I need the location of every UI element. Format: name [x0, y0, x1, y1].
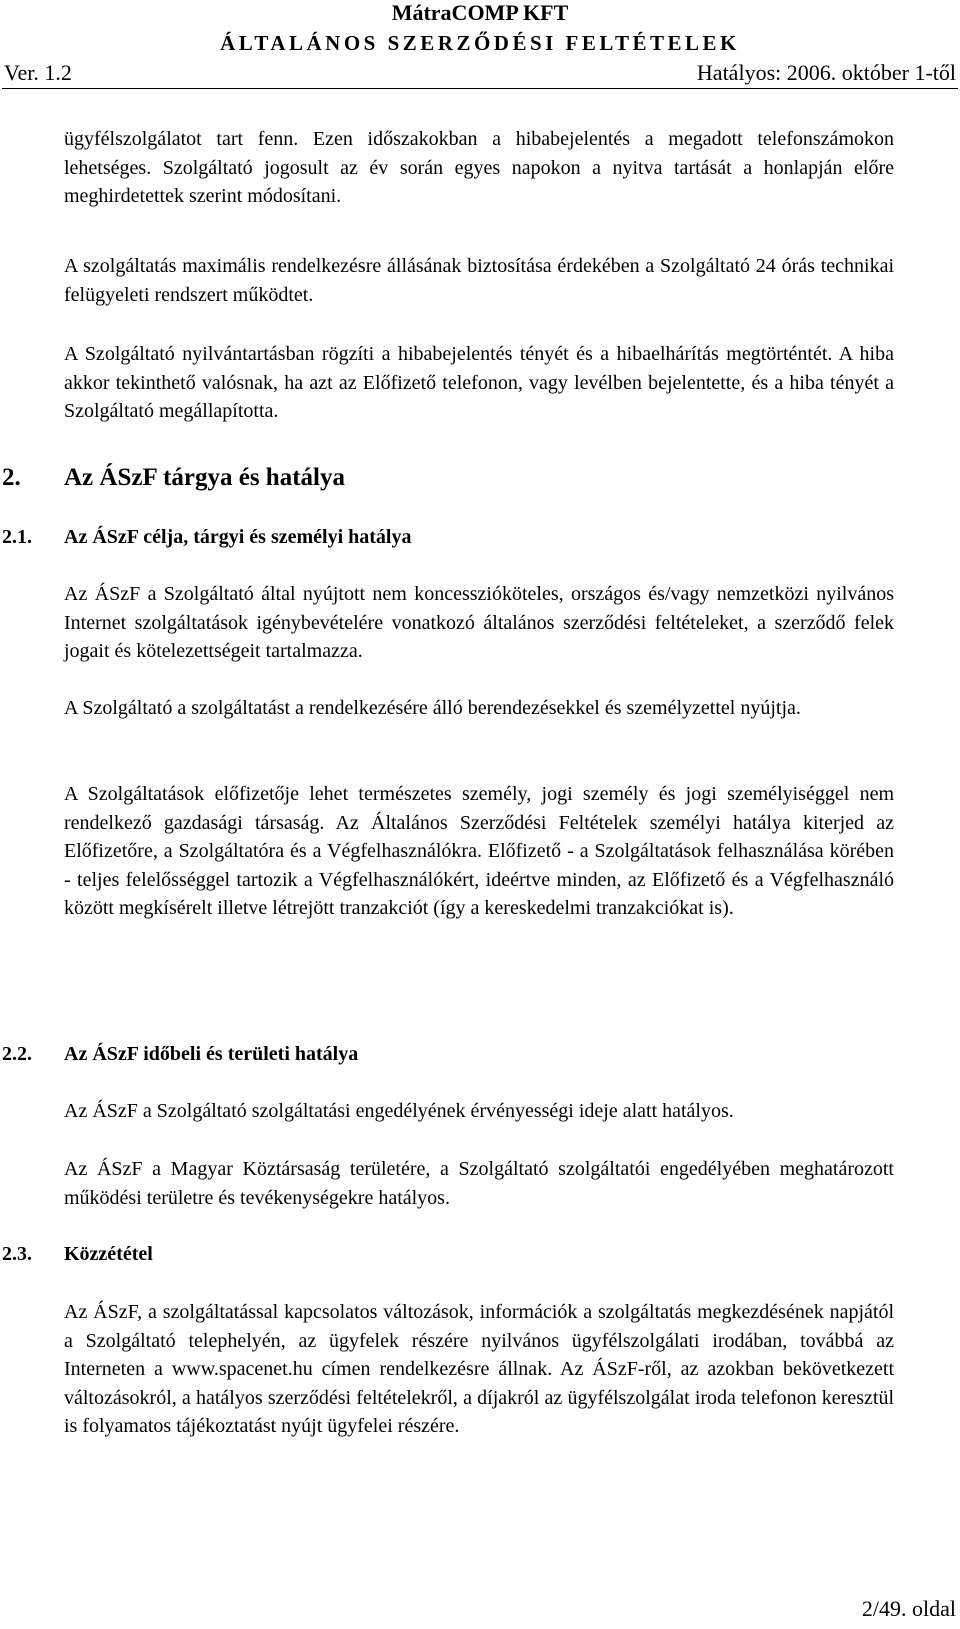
header-version: Ver. 1.2 [4, 60, 72, 85]
header-effective-date: Hatályos: 2006. október 1-től [696, 60, 956, 85]
section-number: 2.1. [2, 526, 32, 548]
section-number: 2.3. [2, 1243, 32, 1265]
paragraph-validity: Az ÁSzF a Szolgáltató szolgáltatási engedélyének érvényességi ideje alatt hatályos. [64, 1100, 734, 1122]
paragraph-fault-registry: A Szolgáltató nyilvántartásban rögzíti a hibabejelentés tényét és a hibaelhárítás megtörténtét. A hiba akkor tekinthető valósnak, ha azt az Előfizető telefonon, vagy levélben bejelentette, és a hiba tényét a Szolgáltató megállapította. [64, 343, 894, 422]
section-title: Az ÁSzF célja, tárgyi és személyi hatálya [64, 526, 412, 548]
paragraph-monitoring: A szolgáltatás maximális rendelkezésre állásának biztosítása érdekében a Szolgáltató 24 órás technikai felügyeleti rendszert működtet. [64, 255, 894, 306]
paragraph-helpdesk-hours: ügyfélszolgálatot tart fenn. Ezen időszakokban a hibabejelentés a megadott telefonszámokon lehetséges. Szolgáltató jogosult az év során egyes napokon a nyitva tartását a honlapján előre meghirdetettek szerint módosítani. [64, 128, 894, 207]
paragraph-subscribers: A Szolgáltatások előfizetője lehet természetes személy, jogi személy és jogi személyiséggel nem rendelkező gazdasági társaság. Az Általános Szerződési Feltételek személyi hatálya kiterjed az Előfizetőre, a Szolgáltatóra és a Végfelhasználókra. Előfizető - a Szolgáltatások felhasználása körében - teljes felelősséggel tartozik a Végfelhasználókért, ideértve minden, az Előfizető és a Végfelhasználó között megkísérelt illetve létrejött tranzakciót (így a kereskedelmi tranzakciókat is). [64, 783, 894, 919]
header-doc-title: ÁLTALÁNOS SZERZŐDÉSI FELTÉTELEK [220, 31, 740, 55]
header-divider [2, 88, 958, 89]
section-number: 2. [2, 464, 21, 491]
paragraph-territory: Az ÁSzF a Magyar Köztársaság területére, a Szolgáltató szolgáltatói engedélyében meghatározott működési területre és tevékenységekre hatályos. [64, 1158, 894, 1209]
paragraph-equipment: A Szolgáltató a szolgáltatást a rendelkezésére álló berendezésekkel és személyzettel nyújtja. [64, 697, 801, 719]
section-title: Az ÁSzF tárgya és hatálya [64, 464, 345, 491]
page-number: 2/49. oldal [861, 1596, 956, 1621]
paragraph-publication: Az ÁSzF, a szolgáltatással kapcsolatos változások, információk a szolgáltatás megkezdésének napjától a Szolgáltató telephelyén, az ügyfelek részére nyilvános ügyfélszolgálati irodában, továbbá az Interneten a www.spacenet.hu címen rendelkezésre állnak. Az ÁSzF-ről, az azokban bekövetkezett változásokról, a hatályos szerződési feltételekről, a díjakról az ügyfélszolgálat iroda telefonon keresztül is folyamatos tájékoztatást nyújt ügyfelei részére. [64, 1301, 894, 1437]
section-title: Közzététel [64, 1243, 153, 1265]
section-title: Az ÁSzF időbeli és területi hatálya [64, 1043, 359, 1065]
section-number: 2.2. [2, 1043, 32, 1065]
header-company: MátraCOMP KFT [391, 0, 569, 25]
paragraph-scope: Az ÁSzF a Szolgáltató által nyújtott nem koncesszióköteles, országos és/vagy nemzetközi nyilvános Internet szolgáltatások igénybevételére vonatkozó általános szerződési feltételeket, a szerződő felek jogait és kötelezettségeit tartalmazza. [64, 583, 894, 662]
